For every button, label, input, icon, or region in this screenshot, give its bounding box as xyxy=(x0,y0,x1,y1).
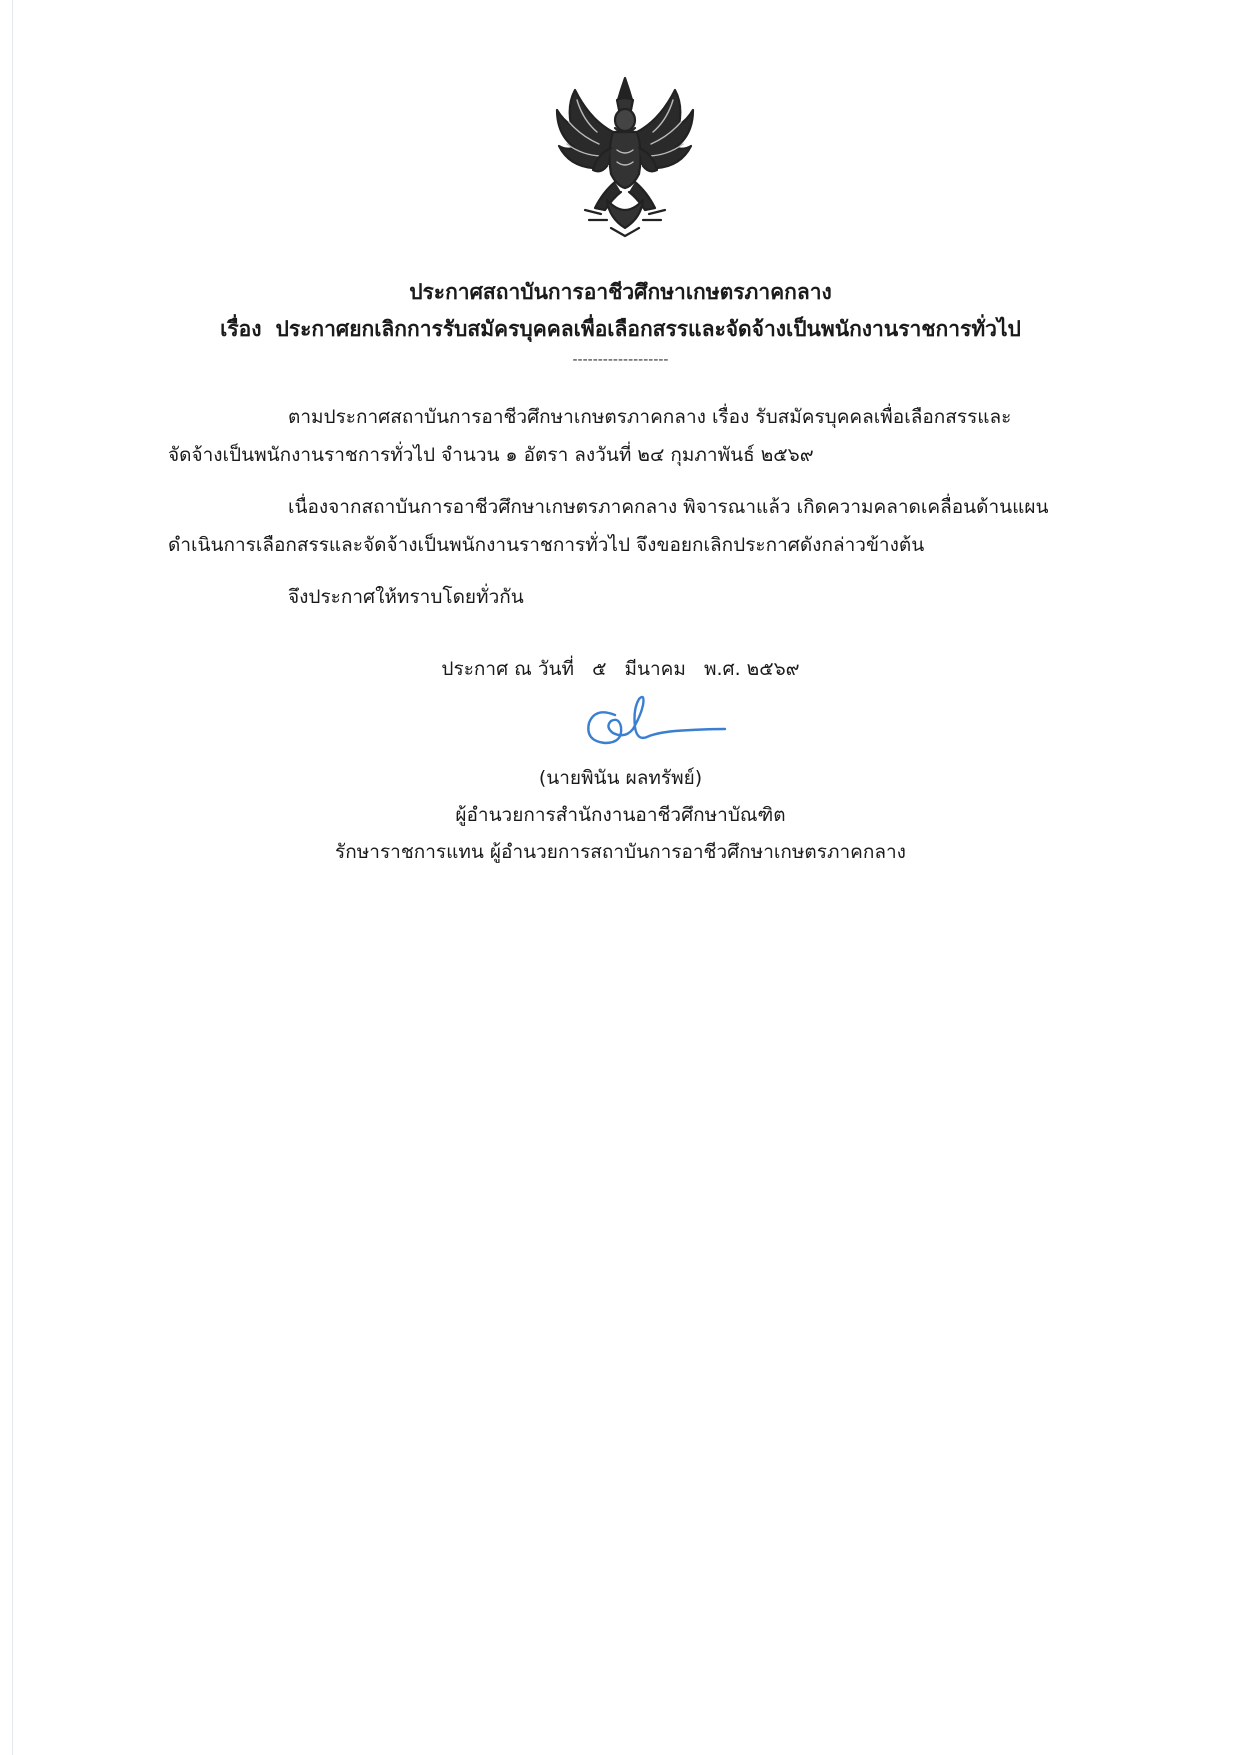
date-prefix: ประกาศ ณ วันที่ xyxy=(441,658,575,680)
paragraph-1-line-1: ตามประกาศสถาบันการอาชีวศึกษาเกษตรภาคกลาง เรื่อง รับสมัครบุคคลเพื่อเลือกสรรและ xyxy=(288,406,1012,428)
garuda-emblem-icon xyxy=(545,70,705,240)
date-year: พ.ศ. ๒๕๖๙ xyxy=(703,658,800,680)
handwritten-signature xyxy=(575,685,735,760)
paragraph-reason xyxy=(168,488,1113,564)
announcement-date xyxy=(0,652,1241,686)
date-month: มีนาคม xyxy=(624,658,686,680)
signer-name: (นายพินัน ผลทรัพย์) xyxy=(538,767,703,789)
paragraph-closing xyxy=(168,578,1113,616)
scan-edge-line xyxy=(12,0,13,1755)
paragraph-2-line-2: ดำเนินการเลือกสรรและจัดจ้างเป็นพนักงานราชการทั่วไป จึงขอยกเลิกประกาศดังกล่าวข้างต้น xyxy=(168,534,925,556)
paragraph-reference xyxy=(168,398,1113,474)
paragraph-3-line-1: จึงประกาศให้ทราบโดยทั่วกัน xyxy=(288,586,524,608)
announcement-title: ประกาศสถาบันการอาชีวศึกษาเกษตรภาคกลาง xyxy=(409,280,832,304)
date-day: ๕ xyxy=(592,658,607,680)
paragraph-1-line-2: จัดจ้างเป็นพนักงานราชการทั่วไป จำนวน ๑ อัตรา ลงวันที่ ๒๔ กุมภาพันธ์ ๒๕๖๙ xyxy=(168,444,814,466)
signer-position: ผู้อำนวยการสำนักงานอาชีวศึกษาบัณฑิต xyxy=(455,804,786,826)
paragraph-2-line-1: เนื่องจากสถาบันการอาชีวศึกษาเกษตรภาคกลาง พิจารณาแล้ว เกิดความคลาดเคลื่อนด้านแผน xyxy=(288,496,1049,518)
title-divider: ------------------- xyxy=(572,352,669,368)
subject-line xyxy=(0,312,1241,346)
subject-label: เรื่อง xyxy=(220,317,262,341)
subject-text: ประกาศยกเลิกการรับสมัครบุคคลเพื่อเลือกสรรและจัดจ้างเป็นพนักงานราชการทั่วไป xyxy=(275,317,1021,341)
signer-acting-position: รักษาราชการแทน ผู้อำนวยการสถาบันการอาชีวศึกษาเกษตรภาคกลาง xyxy=(335,841,906,863)
